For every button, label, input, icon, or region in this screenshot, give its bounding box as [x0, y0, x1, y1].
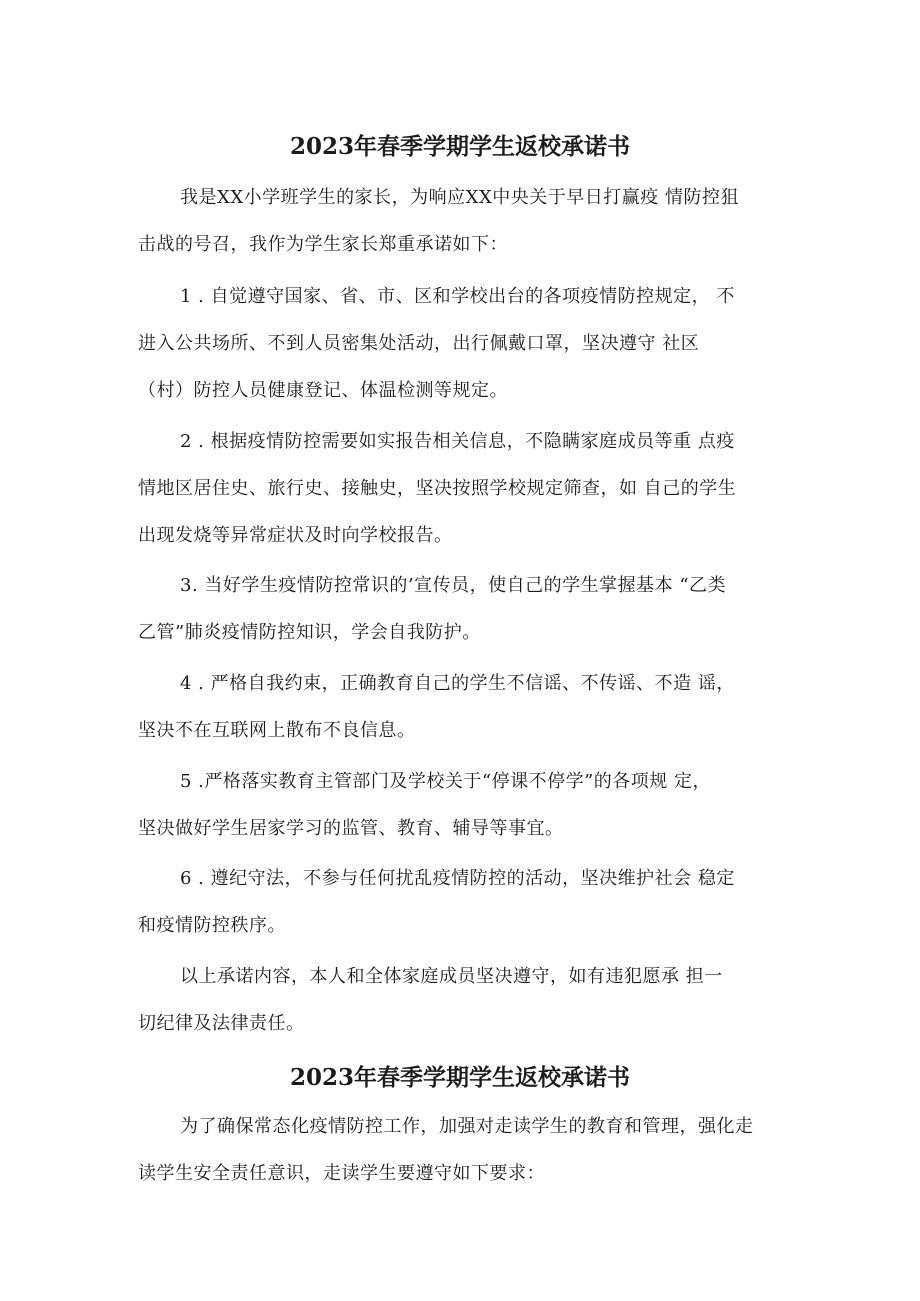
- intro-line-2: 击战的号召，我作为学生家长郑重承诺如下：: [138, 234, 508, 255]
- item-6-line-2: 和疫情防控秩序。: [138, 915, 286, 936]
- item-3-line-2: 乙管”肺炎疫情防控知识，学会自我防护。: [138, 622, 481, 643]
- item-3-line-1: 3. 当好学生疫情防控常识的’宣传员，使自己的学生掌握基本 “乙类: [180, 575, 727, 596]
- item-5-line-2: 坚决做好学生居家学习的监管、教育、辅导等事宜。: [138, 818, 564, 839]
- intro-line-1: 我是XX小学班学生的家长，为响应XX中央关于早日打赢疫 情防控狙: [180, 187, 739, 208]
- document-title-2: 2023年春季学期学生返校承诺书: [289, 1064, 630, 1091]
- item-2-line-1: 2 . 根据疫情防控需要如实报告相关信息，不隐瞒家庭成员等重 点疫: [180, 431, 735, 452]
- item-4-line-1: 4 . 严格自我约束，正确教育自己的学生不信谣、不传谣、不造 谣，: [180, 673, 735, 694]
- item-1-line-2: 进入公共场所、不到人员密集处活动，出行佩戴口罩，坚决遵守 社区: [138, 333, 700, 354]
- item-6-line-1: 6 . 遵纪守法，不参与任何扰乱疫情防控的活动，坚决维护社会 稳定: [180, 868, 735, 889]
- document-title: 2023年春季学期学生返校承诺书: [289, 133, 630, 160]
- closing-line-1: 以上承诺内容，本人和全体家庭成员坚决遵守，如有违犯愿承 担一: [180, 966, 723, 987]
- item-2-line-2: 情地区居住史、旅行史、接触史，坚决按照学校规定筛查，如 自己的学生: [138, 478, 737, 499]
- section2-intro-line-1: 为了确保常态化疫情防控工作，加强对走读学生的教育和管理，强化走: [180, 1116, 754, 1137]
- item-5-line-1: 5 .严格落实教育主管部门及学校关于“停课不停学”的各项规 定，: [180, 771, 712, 792]
- item-2-line-3: 出现发烧等异常症状及时向学校报告。: [138, 525, 453, 546]
- closing-line-2: 切纪律及法律责任。: [138, 1013, 305, 1034]
- section2-intro-line-2: 读学生安全责任意识，走读学生要遵守如下要求：: [138, 1163, 545, 1184]
- item-4-line-2: 坚决不在互联网上散布不良信息。: [138, 720, 416, 741]
- item-1-line-3: （村）防控人员健康登记、体温检测等规定。: [138, 380, 508, 401]
- item-1-line-1: 1 . 自觉遵守国家、省、市、区和学校出台的各项疫情防控规定， 不: [180, 286, 735, 307]
